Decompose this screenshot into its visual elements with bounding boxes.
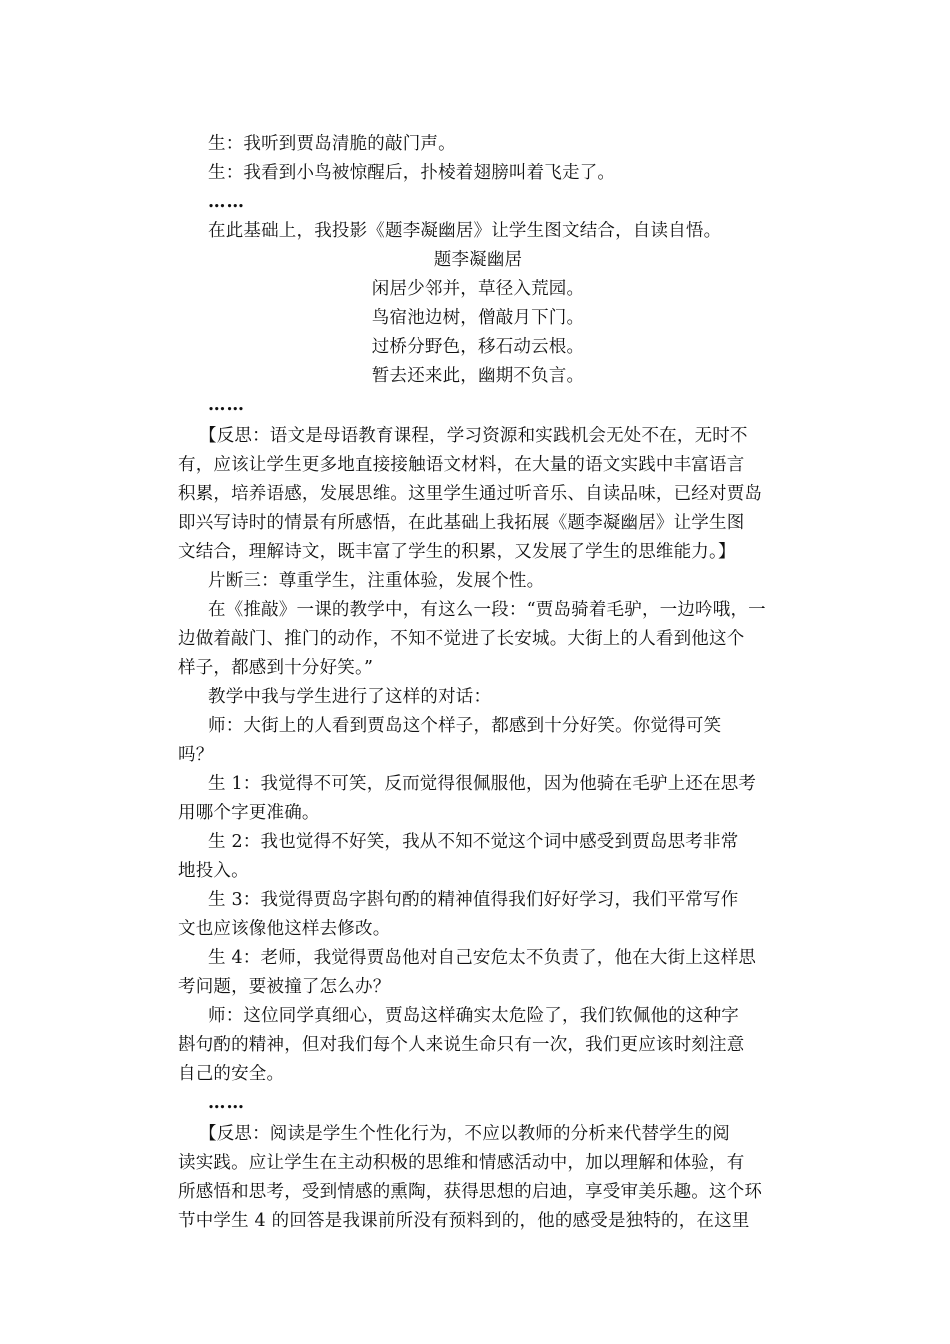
dialogue-line: 斟句酌的精神，但对我们每个人来说生命只有一次，我们更应该时刻注意 [178,1035,745,1055]
poem-line: 暂去还来此，幽期不负言。 [371,366,585,386]
reflection-line: 【反思：阅读是学生个性化行为，不应以教师的分析来代替学生的阅 [199,1124,730,1144]
dialogue-line: 吗？ [178,745,214,765]
text-line: 在此基础上，我投影《题李凝幽居》让学生图文结合，自读自悟。 [208,221,722,241]
poem-line: 鸟宿池边树，僧敲月下门。 [371,308,585,328]
text-line: 样子，都感到十分好笑。” [178,658,374,678]
dialogue-line: 考问题，要被撞了怎么办？ [178,977,391,997]
reflection-line: 读实践。应让学生在主动积极的思维和情感活动中，加以理解和体验，有 [178,1153,745,1173]
dialogue-line: 师：这位同学真细心，贾岛这样确实太危险了，我们钦佩他的这种字 [208,1006,739,1026]
text-line: 边做着敲门、推门的动作，不知不觉进了长安城。大街上的人看到他这个 [178,629,745,649]
dialogue-line: 自己的安全。 [178,1064,285,1084]
ellipsis-line: …… [208,192,245,212]
text-line: 在《推敲》一课的教学中，有这么一段：“贾岛骑着毛驴，一边吟哦，一 [208,600,766,620]
poem-line: 过桥分野色，移石动云根。 [371,337,585,357]
reflection-line: 积累，培养语感，发展思维。这里学生通过听音乐、自读品味，已经对贾岛 [178,484,763,504]
ellipsis-line: …… [208,1093,245,1113]
reflection-line: 所感悟和思考，受到情感的熏陶，获得思想的启迪，享受审美乐趣。这个环 [178,1182,763,1202]
reflection-line: 即兴写诗时的情景有所感悟，在此基础上我拓展《题李凝幽居》让学生图 [178,513,745,533]
text-line: 生：我听到贾岛清脆的敲门声。 [208,134,456,154]
text-line: 教学中我与学生进行了这样的对话： [208,687,492,707]
dialogue-line: 生 4：老师，我觉得贾岛他对自己安危太不负责了，他在大街上这样思 [208,948,757,968]
dialogue-line: 生 3：我觉得贾岛字斟句酌的精神值得我们好好学习，我们平常写作 [208,890,739,910]
reflection-line: 文结合，理解诗文，既丰富了学生的积累，又发展了学生的思维能力。】 [178,542,736,562]
poem-line: 闲居少邻并，草径入荒园。 [371,279,585,299]
dialogue-line: 师：大街上的人看到贾岛这个样子，都感到十分好笑。你觉得可笑 [208,716,722,736]
reflection-line: 有，应该让学生更多地直接接触语文材料，在大量的语文实践中丰富语言 [178,455,745,475]
reflection-line: 节中学生 4 的回答是我课前所没有预料到的，他的感受是独特的，在这里 [178,1211,750,1231]
poem-title: 题李凝幽居 [433,250,523,270]
section-heading: 片断三：尊重学生，注重体验，发展个性。 [208,571,545,591]
text-line: 生：我看到小鸟被惊醒后，扑棱着翅膀叫着飞走了。 [208,163,616,183]
ellipsis-line: …… [208,395,245,415]
dialogue-line: 地投入。 [178,861,249,881]
dialogue-line: 生 2：我也觉得不好笑，我从不知不觉这个词中感受到贾岛思考非常 [208,832,739,852]
dialogue-line: 用哪个字更准确。 [178,803,320,823]
dialogue-line: 生 1：我觉得不可笑，反而觉得很佩服他，因为他骑在毛驴上还在思考 [208,774,757,794]
reflection-line: 【反思：语文是母语教育课程，学习资源和实践机会无处不在，无时不 [199,426,748,446]
dialogue-line: 文也应该像他这样去修改。 [178,919,391,939]
